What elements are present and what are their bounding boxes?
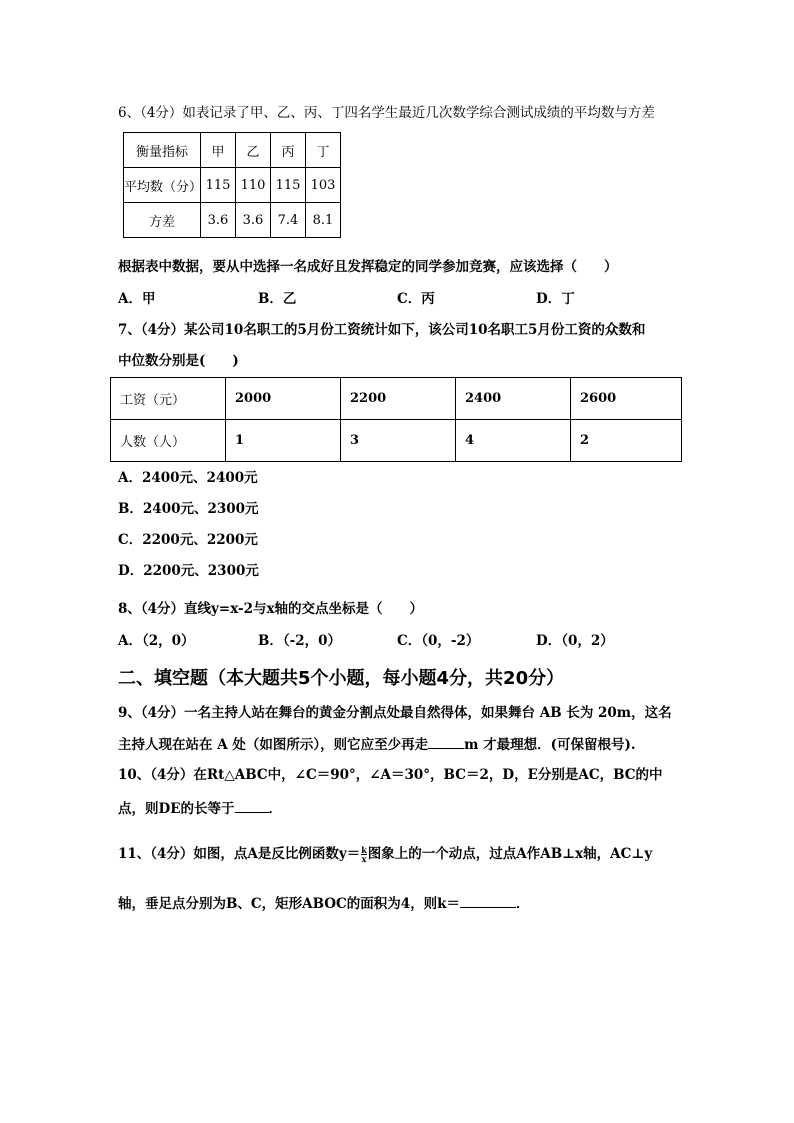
q7-option-d: D．2200元、2300元 [118, 563, 259, 579]
table-cell: 4 [456, 420, 571, 462]
table-row [111, 420, 682, 462]
table-cell: 115 [201, 168, 236, 203]
table-cell: 2600 [571, 378, 682, 420]
option-d: D．（0，2） [536, 633, 614, 649]
q6-question: 根据表中数据，要从中选择一名成好且发挥稳定的同学参加竞赛，应该选择（ ） [118, 259, 618, 275]
table-row [124, 203, 341, 238]
table-cell: 2400 [456, 378, 571, 420]
table-cell: 3.6 [236, 203, 271, 238]
q7-table [110, 377, 682, 462]
table-cell: 甲 [201, 133, 236, 168]
q6-table [123, 132, 341, 238]
table-cell: 2000 [226, 378, 341, 420]
table-cell: 乙 [236, 133, 271, 168]
table-cell: 衡量指标 [124, 133, 201, 168]
answer-blank[interactable] [460, 894, 516, 908]
q11-line1-end: 图象上的一个动点，过点A作AB⊥x轴，AC⊥y [367, 846, 653, 862]
table-row [111, 378, 682, 420]
q10-line2-end: ． [268, 801, 282, 817]
table-row [124, 168, 341, 203]
table-cell: 3.6 [201, 203, 236, 238]
answer-blank[interactable] [235, 799, 269, 813]
q8-stem: 8、（4分）直线y=x-2与x轴的交点坐标是（ ） [118, 601, 424, 617]
q10-line2 [118, 799, 282, 818]
option-d: D．丁 [536, 291, 575, 307]
q9-line2 [118, 735, 636, 754]
q11-line2-text: 轴，垂足点分别为B、C，矩形ABOC的面积为4，则k＝ [118, 896, 461, 912]
table-cell: 丙 [271, 133, 306, 168]
answer-blank[interactable] [428, 735, 464, 749]
table-cell: 7.4 [271, 203, 306, 238]
table-cell: 110 [236, 168, 271, 203]
q7-stem-line2: 中位数分别是( ) [118, 353, 239, 369]
table-cell: 1 [226, 420, 341, 462]
option-a: A．甲 [118, 291, 156, 307]
fraction-k-over-x [361, 846, 367, 863]
q10-line2-text: 点，则DE的长等于 [118, 801, 235, 817]
q7-stem-line1: 7、（4分）某公司10名职工的5月份工资统计如下，该公司10名职工5月份工资的众数和 [118, 322, 646, 338]
option-c: C．（0，-2） [397, 633, 480, 649]
fraction-denominator: x [361, 854, 367, 864]
q9-line1: 9、（4分）一名主持人站在舞台的黄金分割点处最自然得体，如果舞台 AB 长为 20m，这名 [118, 705, 672, 721]
table-cell: 115 [271, 168, 306, 203]
table-row [124, 133, 341, 168]
fraction-numerator: k [361, 845, 367, 855]
option-a: A．（2，0） [118, 633, 195, 649]
option-b: B．乙 [258, 291, 297, 307]
table-cell: 2 [571, 420, 682, 462]
q11-line1 [118, 845, 652, 863]
q6-stem: 6、（4分）如表记录了甲、乙、丙、丁四名学生最近几次数学综合测试成绩的平均数与方差 [118, 105, 655, 121]
section-heading: 二、填空题（本大题共5个小题，每小题4分，共20分） [118, 668, 565, 689]
table-cell: 3 [341, 420, 456, 462]
table-cell: 人数（人） [111, 420, 226, 462]
q11-line2-end: ． [516, 896, 530, 912]
q9-line2-end: m 才最理想．(可保留根号). [464, 737, 636, 753]
q7-option-a: A．2400元、2400元 [118, 470, 258, 486]
table-cell: 丁 [306, 133, 341, 168]
table-cell: 2200 [341, 378, 456, 420]
table-cell: 方差 [124, 203, 201, 238]
q7-option-b: B．2400元、2300元 [118, 501, 259, 517]
q9-line2-text: 主持人现在站在 A 处（如图所示），则它应至少再走 [118, 737, 429, 753]
table-cell: 103 [306, 168, 341, 203]
option-b: B．（-2，0） [258, 633, 342, 649]
q11-line1-text: 11、（4分）如图，点A是反比例函数y＝ [118, 846, 361, 862]
q7-option-c: C．2200元、2200元 [118, 532, 258, 548]
option-c: C．丙 [397, 291, 435, 307]
q11-line2 [118, 894, 530, 913]
q10-line1: 10、（4分）在Rt△ABC中，∠C＝90°，∠A＝30°，BC＝2，D，E分别是AC，BC的中 [118, 767, 663, 783]
table-cell: 平均数（分） [124, 168, 201, 203]
table-cell: 8.1 [306, 203, 341, 238]
table-cell: 工资（元） [111, 378, 226, 420]
